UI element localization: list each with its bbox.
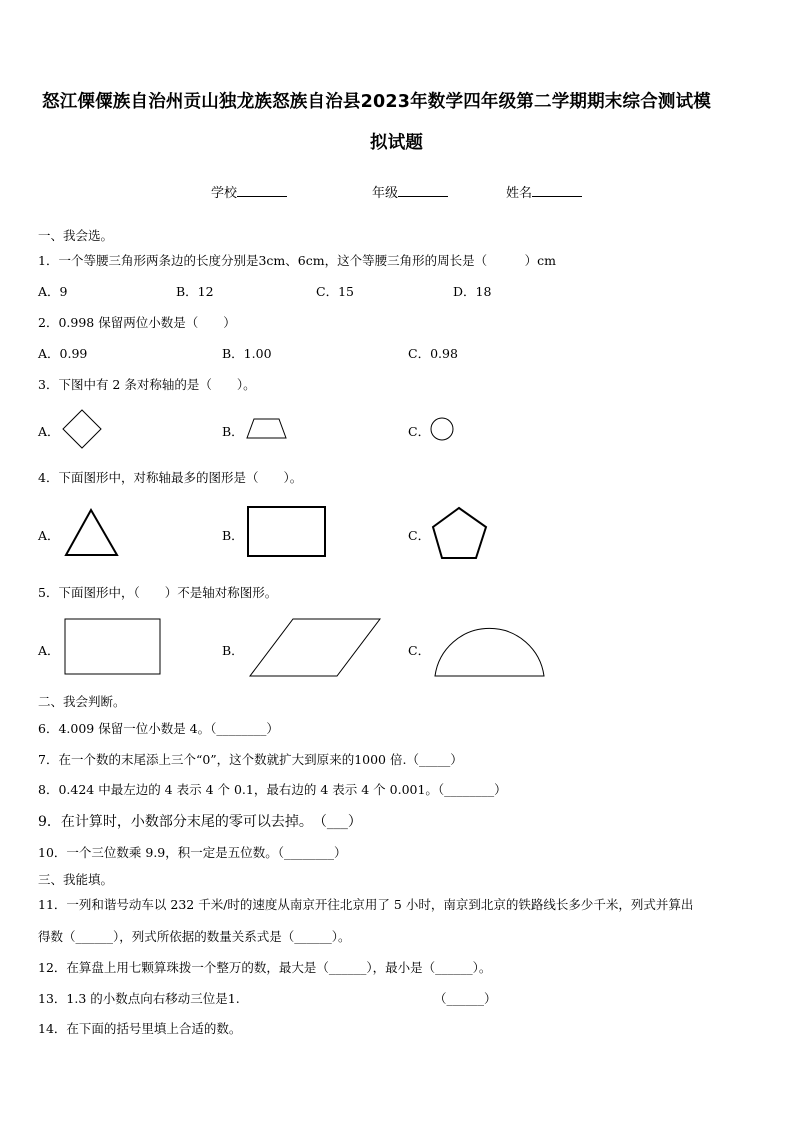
question-14: 14．在下面的括号里填上合适的数。: [38, 1021, 242, 1036]
question-5: 5．下面图形中，（ ）不是轴对称图形。: [38, 585, 278, 600]
section-heading-1: 一、我会选。: [38, 228, 114, 243]
page-title-line2: 拟试题: [370, 133, 424, 153]
question-4: 4．下面图形中，对称轴最多的图形是（ ）。: [38, 470, 303, 485]
pentagon-figure: [431, 506, 489, 560]
question-12: 12．在算盘上用七颗算珠拨一个整万的数，最大是（______），最小是（______）。: [38, 960, 492, 975]
diamond-figure: [62, 409, 102, 449]
q1-option-d[interactable]: D．18: [453, 284, 492, 299]
triangle-figure: [64, 508, 120, 558]
rectangle-figure-2: [64, 618, 162, 676]
school-blank[interactable]: [237, 184, 287, 197]
parallelogram-figure: [249, 618, 383, 678]
section-heading-2: 二、我会判断。: [38, 694, 126, 709]
q5-option-c[interactable]: C．: [408, 643, 431, 658]
trapezoid-figure: [246, 418, 288, 440]
question-2: 2．0.998 保留两位小数是（ ）: [38, 315, 236, 330]
page-title-line1: 怒江傈僳族自治州贡山独龙族怒族自治县2023年数学四年级第二学期期末综合测试模: [42, 92, 712, 112]
q4-option-a[interactable]: A．: [38, 528, 60, 543]
question-11-line2: 得数（______），列式所依据的数量关系式是（______）。: [38, 929, 351, 944]
q2-option-b[interactable]: B．1.00: [222, 346, 272, 361]
question-6: 6．4.009 保留一位小数是 4。（________）: [38, 721, 279, 736]
question-8: 8．0.424 中最左边的 4 表示 4 个 0.1，最右边的 4 表示 4 个 0.001。（________）: [38, 782, 507, 797]
question-13-blank: （______）: [434, 991, 497, 1006]
name-label: 姓名: [506, 186, 533, 201]
q4-option-b[interactable]: B．: [222, 528, 244, 543]
question-13: 13．1.3 的小数点向右移动三位是1.: [38, 991, 240, 1006]
question-11-line1: 11．一列和谐号动车以 232 千米/时的速度从南京开往北京用了 5 小时，南京到北京的铁路线长多少千米，列式并算出: [38, 897, 694, 912]
q1-option-b[interactable]: B．12: [176, 284, 214, 299]
q3-option-a[interactable]: A．: [38, 424, 60, 439]
grade-blank[interactable]: [398, 184, 448, 197]
school-field: [211, 182, 287, 201]
section-heading-3: 三、我能填。: [38, 872, 114, 887]
q1-option-a[interactable]: A．9: [38, 284, 68, 299]
question-1: 1．一个等腰三角形两条边的长度分别是3cm、6cm，这个等腰三角形的周长是（ ）cm: [38, 253, 556, 268]
question-7: 7．在一个数的末尾添上三个“0”，这个数就扩大到原来的1000 倍.（_____）: [38, 752, 463, 767]
circle-figure: [430, 417, 456, 443]
q2-option-a[interactable]: A．0.99: [38, 346, 88, 361]
semicircle-figure: [434, 620, 546, 678]
question-10: 10．一个三位数乘 9.9，积一定是五位数。（________）: [38, 845, 347, 860]
q5-option-a[interactable]: A．: [38, 643, 60, 658]
name-blank[interactable]: [532, 184, 582, 197]
q1-option-c[interactable]: C．15: [316, 284, 354, 299]
question-9: 9．在计算时，小数部分末尾的零可以去掉。 （___）: [38, 814, 362, 830]
q4-option-c[interactable]: C．: [408, 528, 431, 543]
grade-label: 年级: [372, 186, 399, 201]
grade-field: [372, 182, 448, 201]
rectangle-figure: [247, 506, 327, 558]
q3-option-b[interactable]: B．: [222, 424, 244, 439]
question-3: 3．下图中有 2 条对称轴的是（ ）。: [38, 377, 256, 392]
school-label: 学校: [211, 186, 238, 201]
name-field: [506, 182, 582, 201]
q3-option-c[interactable]: C．: [408, 424, 431, 439]
q5-option-b[interactable]: B．: [222, 643, 244, 658]
q2-option-c[interactable]: C．0.98: [408, 346, 458, 361]
